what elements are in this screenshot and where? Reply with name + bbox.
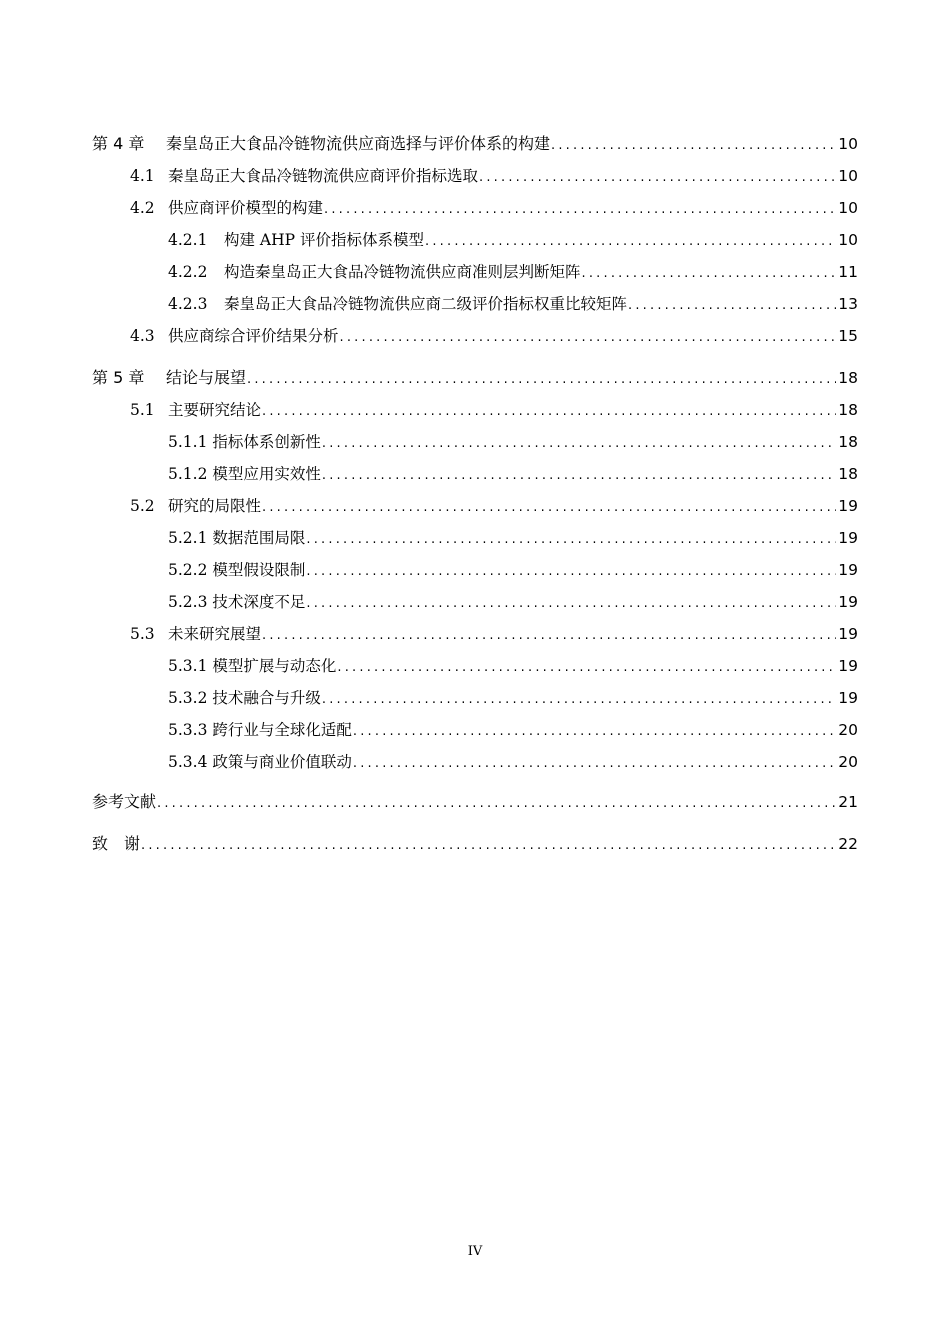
toc-entry-page: 18 — [838, 433, 858, 451]
toc-entry-5-3-2[interactable] — [168, 686, 858, 710]
toc-entry-number: 4.2 — [130, 199, 155, 217]
dot-leader — [353, 720, 836, 744]
dot-leader — [551, 134, 836, 158]
toc-entry-title: 主要研究结论 — [168, 401, 262, 419]
toc-entry-chapter-4[interactable] — [92, 132, 858, 156]
dot-leader — [582, 262, 837, 286]
toc-entry-page: 19 — [838, 625, 858, 643]
dot-leader — [306, 592, 836, 616]
toc-entry-number: 4.2.2 — [168, 263, 208, 281]
toc-entry-5-3-4[interactable] — [168, 750, 858, 774]
dot-leader — [262, 400, 836, 424]
toc-entry-acknowledgements[interactable] — [92, 832, 858, 856]
toc-entry-title: 5.2.1 数据范围局限 — [168, 529, 306, 547]
toc-entry-number: 5.2 — [130, 497, 155, 515]
dot-leader — [337, 656, 836, 680]
dot-leader — [247, 368, 836, 392]
dot-leader — [306, 528, 836, 552]
dot-leader — [322, 464, 836, 488]
dot-leader — [262, 624, 836, 648]
toc-entry-title: 构造秦皇岛正大食品冷链物流供应商准则层判断矩阵 — [224, 263, 581, 281]
toc-entry-page: 10 — [838, 199, 858, 217]
dot-leader — [340, 326, 837, 350]
toc-entry-title: 致 谢 — [92, 834, 141, 853]
dot-leader — [322, 688, 836, 712]
toc-entry-page: 19 — [838, 689, 858, 707]
dot-leader — [628, 294, 836, 318]
toc-entry-4-2-3[interactable] — [168, 292, 858, 316]
toc-entry-title: 5.3.1 模型扩展与动态化 — [168, 657, 337, 675]
toc-entry-number: 4.2.3 — [168, 295, 208, 313]
dot-leader — [324, 198, 836, 222]
dot-leader — [157, 792, 836, 816]
toc-entry-page: 19 — [838, 529, 858, 547]
toc-entry-references[interactable] — [92, 790, 858, 814]
toc-entry-4-1[interactable] — [130, 164, 858, 188]
toc-entry-page: 13 — [838, 295, 858, 313]
toc-entry-title: 5.3.3 跨行业与全球化适配 — [168, 721, 352, 739]
toc-entry-title: 秦皇岛正大食品冷链物流供应商评价指标选取 — [168, 167, 479, 185]
toc-entry-5-2-2[interactable] — [168, 558, 858, 582]
dot-leader — [141, 834, 836, 858]
toc-entry-title: 5.3.2 技术融合与升级 — [168, 689, 321, 707]
toc-entry-number: 第 5 章 — [92, 368, 145, 387]
toc-entry-number: 4.3 — [130, 327, 155, 345]
toc-entry-page: 18 — [838, 465, 858, 483]
toc-entry-title: 5.2.3 技术深度不足 — [168, 593, 306, 611]
toc-entry-title: 参考文献 — [92, 792, 157, 811]
toc-entry-title: 5.3.4 政策与商业价值联动 — [168, 753, 352, 771]
toc-entry-number: 5.3 — [130, 625, 155, 643]
toc-entry-title: 秦皇岛正大食品冷链物流供应商选择与评价体系的构建 — [166, 134, 551, 153]
dot-leader — [306, 560, 836, 584]
toc-entry-title: 供应商综合评价结果分析 — [168, 327, 339, 345]
page-number-footer: IV — [467, 1244, 483, 1259]
toc-entry-page: 18 — [838, 369, 858, 387]
dot-leader — [425, 230, 836, 254]
dot-leader — [479, 166, 836, 190]
toc-entry-5-1[interactable] — [130, 398, 858, 422]
toc-entry-5-3-3[interactable] — [168, 718, 858, 742]
toc-entry-page: 22 — [838, 835, 858, 853]
toc-entry-5-1-2[interactable] — [168, 462, 858, 486]
toc-entry-page: 10 — [838, 167, 858, 185]
toc-entry-title: 5.1.2 模型应用实效性 — [168, 465, 321, 483]
toc-entry-page: 19 — [838, 561, 858, 579]
toc-entry-4-2-2[interactable] — [168, 260, 858, 284]
toc-entry-number: 第 4 章 — [92, 134, 145, 153]
toc-entry-title: 秦皇岛正大食品冷链物流供应商二级评价指标权重比较矩阵 — [224, 295, 628, 313]
toc-entry-page: 19 — [838, 657, 858, 675]
toc-entry-title: 供应商评价模型的构建 — [168, 199, 324, 217]
toc-entry-title: 5.1.1 指标体系创新性 — [168, 433, 321, 451]
toc-entry-4-3[interactable] — [130, 324, 858, 348]
toc-entry-number: 4.2.1 — [168, 231, 208, 249]
toc-entry-5-3-1[interactable] — [168, 654, 858, 678]
toc-entry-page: 11 — [838, 263, 858, 281]
toc-entry-title: 构建 AHP 评价指标体系模型 — [224, 231, 424, 249]
toc-entry-page: 18 — [838, 401, 858, 419]
toc-entry-4-2-1[interactable] — [168, 228, 858, 252]
toc-entry-page: 19 — [838, 497, 858, 515]
toc-entry-5-2-3[interactable] — [168, 590, 858, 614]
toc-entry-5-2[interactable] — [130, 494, 858, 518]
dot-leader — [322, 432, 836, 456]
toc-entry-page: 20 — [838, 753, 858, 771]
toc-entry-5-2-1[interactable] — [168, 526, 858, 550]
toc-entry-page: 10 — [838, 135, 858, 153]
toc-entry-4-2[interactable] — [130, 196, 858, 220]
toc-entry-number: 5.1 — [130, 401, 155, 419]
toc-entry-page: 10 — [838, 231, 858, 249]
toc-entry-5-3[interactable] — [130, 622, 858, 646]
toc-entry-chapter-5[interactable] — [92, 366, 858, 390]
toc-entry-title: 5.2.2 模型假设限制 — [168, 561, 306, 579]
dot-leader — [262, 496, 836, 520]
toc-entry-title: 研究的局限性 — [168, 497, 262, 515]
toc-entry-5-1-1[interactable] — [168, 430, 858, 454]
toc-entry-page: 19 — [838, 593, 858, 611]
toc-entry-title: 未来研究展望 — [168, 625, 262, 643]
dot-leader — [353, 752, 836, 776]
toc-entry-page: 21 — [838, 793, 858, 811]
toc-entry-page: 20 — [838, 721, 858, 739]
toc-entry-title: 结论与展望 — [166, 368, 247, 387]
toc-entry-page: 15 — [838, 327, 858, 345]
toc-entry-number: 4.1 — [130, 167, 155, 185]
